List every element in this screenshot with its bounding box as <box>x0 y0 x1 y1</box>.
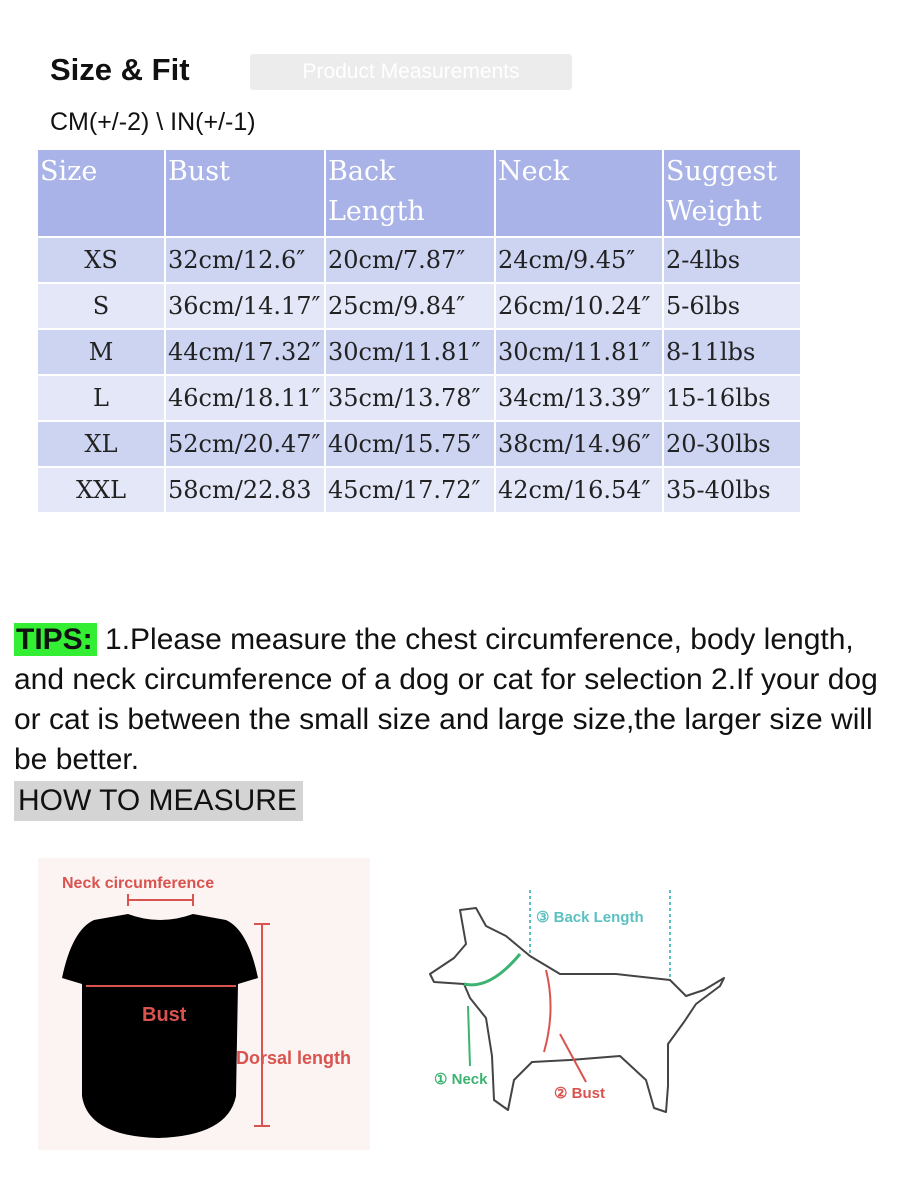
table-cell: 30cm/11.81″ <box>326 330 494 374</box>
table-cell: 44cm/17.32″ <box>166 330 324 374</box>
table-cell: 34cm/13.39″ <box>496 376 662 420</box>
table-row <box>38 330 800 374</box>
neck-label: ① Neck <box>434 1071 488 1088</box>
table-cell: 58cm/22.83 <box>166 468 324 512</box>
table-cell: 52cm/20.47″ <box>166 422 324 466</box>
table-cell: S <box>38 284 164 328</box>
table-cell: 26cm/10.24″ <box>496 284 662 328</box>
how-to-measure-heading: HOW TO MEASURE <box>14 781 303 821</box>
table-cell: 30cm/11.81″ <box>496 330 662 374</box>
table-cell: 40cm/15.75″ <box>326 422 494 466</box>
table-cell: M <box>38 330 164 374</box>
table-cell: 15-16lbs <box>664 376 800 420</box>
table-cell: 25cm/9.84″ <box>326 284 494 328</box>
units-note: CM(+/-2) \ IN(+/-1) <box>50 108 256 136</box>
shirt-silhouette <box>62 914 258 1138</box>
table-cell: XL <box>38 422 164 466</box>
table-cell: 38cm/14.96″ <box>496 422 662 466</box>
table-cell: XS <box>38 238 164 282</box>
tips-text: 1.Please measure the chest circumference, body length, and neck circumference of a dog or cat for selection 2.If your dog or cat is between the small size and large size,the larger size will be better. <box>14 623 878 776</box>
tips-paragraph <box>14 620 894 780</box>
back-length-label: ③ Back Length <box>536 909 644 926</box>
tab-product-measurements[interactable]: Product Measurements <box>250 54 572 90</box>
table-cell: 5-6lbs <box>664 284 800 328</box>
neck-pointer-line <box>468 1006 470 1066</box>
table-header-row <box>38 150 800 236</box>
table-row <box>38 238 800 282</box>
dorsal-length-label: Dorsal length <box>236 1048 352 1068</box>
table-row <box>38 422 800 466</box>
bust-label: Bust <box>142 1004 187 1026</box>
table-cell: 35-40lbs <box>664 468 800 512</box>
shirt-measurement-diagram <box>38 858 370 1150</box>
table-cell: 2-4lbs <box>664 238 800 282</box>
table-cell: 35cm/13.78″ <box>326 376 494 420</box>
table-cell: 32cm/12.6″ <box>166 238 324 282</box>
table-cell: 20-30lbs <box>664 422 800 466</box>
table-cell: 8-11lbs <box>664 330 800 374</box>
table-cell: 42cm/16.54″ <box>496 468 662 512</box>
tips-label: TIPS: <box>14 623 97 656</box>
table-row <box>38 468 800 512</box>
column-header-size: Size <box>38 150 164 236</box>
page-title: Size & Fit <box>50 52 190 87</box>
neck-circumference-label: Neck circumference <box>62 875 215 892</box>
column-header-suggest-weight: Suggest Weight <box>664 150 800 236</box>
table-row <box>38 284 800 328</box>
table-cell: 45cm/17.72″ <box>326 468 494 512</box>
column-header-neck: Neck <box>496 150 662 236</box>
table-cell: 20cm/7.87″ <box>326 238 494 282</box>
column-header-bust: Bust <box>166 150 324 236</box>
table-cell: 36cm/14.17″ <box>166 284 324 328</box>
table-cell: 24cm/9.45″ <box>496 238 662 282</box>
table-cell: L <box>38 376 164 420</box>
table-cell: XXL <box>38 468 164 512</box>
column-header-back-length: Back Length <box>326 150 494 236</box>
bust-label: ② Bust <box>554 1085 605 1102</box>
size-chart-table <box>36 148 802 514</box>
table-row <box>38 376 800 420</box>
table-cell: 46cm/18.11″ <box>166 376 324 420</box>
dog-measurement-diagram <box>420 886 730 1136</box>
